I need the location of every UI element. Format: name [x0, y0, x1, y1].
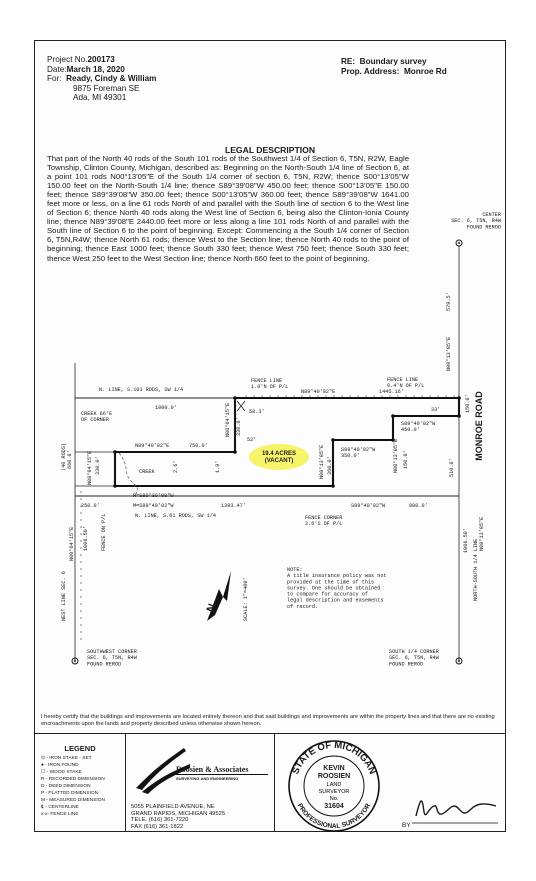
re-value: Boundary survey [359, 57, 427, 66]
fence-corner-label: FENCE CORNER 2.6'S OF P/L [305, 515, 343, 528]
dim-1-8: 1.8' [215, 460, 221, 473]
dim-left-330: 330.0' [95, 456, 101, 475]
title-note: NOTE: A title insurance policy was not provided at the time of this survey. One should be obtained to compare for accuracy of legal description and easements of record. [287, 567, 387, 610]
creek-path [119, 453, 138, 496]
road-label: MONROE ROAD [474, 391, 484, 461]
west-bearing: N00°04'15"E [69, 526, 75, 561]
north-arrow [205, 571, 231, 621]
legend-item: ⊙ - IRON STAKE - SET [41, 756, 92, 761]
date-label: Date: [47, 64, 67, 74]
legal-description-title: LEGAL DESCRIPTION [224, 145, 316, 155]
seal-title-1: LAND [326, 782, 342, 788]
forty-rods-label: (40 RODS) [61, 442, 67, 471]
seal-number: 31604 [324, 803, 344, 810]
dim-inner-330: 330.0' [236, 417, 242, 436]
mid-bearing: N00°13'05"E [319, 444, 325, 479]
seal-title-2: SURVEYOR [318, 789, 350, 795]
west-dim-1006: 1006.50' [83, 526, 89, 551]
ns-dim: 1006.50' [463, 528, 469, 553]
ns-line-label: NORTH-SOUTH 1/4 LINE [473, 538, 479, 601]
legend-item: P - PLATTED DIMENSION [41, 791, 99, 796]
fence-corner-x [237, 401, 245, 411]
upper-right-bearing: N00°13'05"E [446, 336, 452, 371]
surveyor-seal [274, 734, 394, 832]
dim-150: 150.0' [465, 394, 471, 413]
dim-33: 33' [431, 407, 441, 413]
legend-item: ℄ - CENTERLINE [41, 805, 79, 810]
acreage-highlight [249, 444, 309, 470]
client-address-2: Ada, MI 49301 [73, 93, 127, 103]
date-value: March 18, 2020 [66, 64, 125, 74]
seal-no-label: No. [329, 796, 339, 802]
seal-name-1: KEVIN [323, 765, 345, 772]
seal-ring-bottom: PROFESSIONAL SURVEYOR [295, 802, 373, 831]
firm-tagline: SURVEYING AND ENGINEERING [176, 776, 239, 781]
project-label: Project No. [47, 55, 88, 64]
dim-1445: 1445.16' [379, 389, 404, 395]
creek-label: CREEK [139, 469, 155, 475]
dim-750: 750.0' [189, 443, 208, 449]
dim-360: 360.0' [327, 456, 333, 475]
ns-bearing: N00°13'05"E [479, 516, 485, 551]
signature-box [394, 734, 505, 832]
dim-2-6: 2.6' [173, 460, 179, 473]
legend-title: LEGEND [64, 744, 96, 753]
prop-value: Monroe Rd [403, 66, 447, 76]
fence-on-pl-label: FENCE ON P/L [101, 513, 107, 551]
legal-description-body: That part of the North 40 rods of the South 101 rods of the Southwest 1/4 of Section 6, T5N, R2W, Eagle Township, Clinton County, Michigan, described as: Beginning on the North-South 1/4 line of Section 6, at a point 101 rods N00°13'05"E of the South 1/4 corner of section 6, T5N, R2W; thence S00°13'05"W 150.00 feet on the North-South 1/4 line; thence S89°39'08"W 450.00 feet; thence S00°13'05"E 150.00 feet; thence S89°39'08"W 350.00 feet; thence S00°13'05"W 360.00 feet; thence S89°39'08"W 1641.00 feet more or less, on a line 61 rods North of and parallel with the South line of section 6 to the West line of Section 6; thence North 40 rods along the West line of Section 6, being also the Clinton-Ionia County line; thence N89°39'08"E 2440.00 feet more or less along a line 101 rods North of and parallel with the South line of Section 6 to the point of beginning. Except: Commencing a the South 1/4 corner of Section 6, T5N,R4W; thence North 61 rods; thence West to the Section line; thence North 40 rods to the point of beginning; thence East 1000 feet; thence South 330 feet; thence West 750 feet; thence South 330 feet; thence West 250 feet to the West Section line; thence North 660 feet to the point of beginning. [47, 154, 409, 263]
parcel-boundary [115, 398, 459, 486]
prop-label: Prop. Address: [341, 66, 400, 76]
n-line-label: N. LINE, S.101 RODS, SW 1/4 [99, 387, 184, 393]
project-number: 200173 [87, 55, 115, 64]
legend-item: ☐ - WOOD STAKE [41, 770, 82, 775]
creek-corner-label: CREEK 66'E OF CORNER [81, 411, 113, 424]
center-corner-label: CENTER SEC. 6, T5N, R4W FOUND REROD [451, 212, 501, 231]
top-bearing: N89°40'02"E [301, 389, 336, 395]
north-letter: N [204, 602, 219, 615]
fence-line-top-label: FENCE LINE 1.0'N OF P/L [251, 378, 289, 391]
legend-item: D - DEED DIMENSION [41, 784, 91, 789]
client-name: Ready, Cindy & William [66, 74, 157, 84]
r-bearing: R=S89°39'08"W [133, 493, 174, 499]
scale-label: SCALE: 1"=400' [243, 577, 249, 621]
dim-1000: 1000.0' [155, 405, 177, 411]
legend-item: ● - IRON FOUND [41, 763, 79, 768]
legend-box [35, 734, 126, 832]
m-bearing: M=S89°40'02"W [133, 503, 174, 509]
dim-510: 510.0' [449, 458, 455, 477]
survey-drawing [35, 41, 505, 731]
legend-item: x-x- FENCE LINE [41, 812, 79, 817]
dim-1393: 1393.47' [221, 503, 246, 509]
fence-line-right-label: FENCE LINE 0.4'N OF P/L [387, 377, 425, 390]
bottom-bearing: S89°40'02"W [351, 503, 386, 509]
dim-583: 58.3' [249, 409, 265, 415]
re-label: RE: [341, 57, 356, 66]
s-line-label: N. LINE, S.61 RODS, SW 1/4 [135, 513, 216, 519]
survey-sheet [34, 40, 506, 832]
client-address-1: 9875 Foreman SE [73, 83, 140, 93]
dim-250: 250.0' [81, 503, 100, 509]
dim-150b: 150.0' [403, 450, 409, 469]
firm-box [126, 734, 275, 832]
for-label: For: [47, 74, 62, 84]
seal-name-2: ROOSIEN [317, 773, 351, 780]
title-block [35, 733, 505, 832]
firm-name: Roosien & Associates [176, 765, 249, 774]
dim-660: 660.0' [67, 450, 73, 469]
west-line-label: WEST LINE SEC. 6 [61, 571, 67, 621]
firm-address: 5055 PLAINFIELD AVENUE, NE GRAND RAPIDS, MICHIGAN 49525 TELE. (616) 361-7220 FAX (616) 361-1822 [131, 804, 226, 830]
legend-item: R - RECORDED DIMENSION [41, 777, 105, 782]
signature-by-label: BY [402, 822, 411, 829]
inner-n-bearing: N89°40'02"E [135, 443, 170, 449]
seal-box [274, 734, 394, 832]
dim-52: 52' [247, 437, 257, 443]
acreage-label: 19.4 ACRES (VACANT) [261, 451, 297, 465]
s14-corner-label: SOUTH 1/4 CORNER SEC. 6, T5N, R4W FOUND REROD [389, 649, 439, 668]
surveyor-signature [412, 786, 500, 826]
legend-item: M - MEASURED DIMENSION [41, 798, 105, 803]
certification-text: I hereby certify that the buildings and improvements are located entirely thereon and that said buildings and improvements are within the property lines and that there are no existing encroachments upon the lands and property described unless otherwise shown hereon. [41, 714, 495, 727]
inner-v-bearing: N00°04'15"E [225, 402, 231, 437]
right-bearing-2: N00°13'05"E [393, 438, 399, 473]
s89-450-label: S89°40'02"W 450.0' [401, 421, 436, 434]
sw-corner-label: SOUTHWEST CORNER SEC. 6, T5N, R4W FOUND REROD [87, 649, 137, 668]
dim-800: 800.0' [409, 503, 428, 509]
s89-350-label: S89°40'02"W 350.0' [341, 447, 376, 460]
seal-ring-top: STATE OF MICHIGAN [290, 739, 378, 776]
dim-579: 579.5' [446, 292, 452, 311]
left-bearing: N00°04'15"E [87, 450, 93, 485]
